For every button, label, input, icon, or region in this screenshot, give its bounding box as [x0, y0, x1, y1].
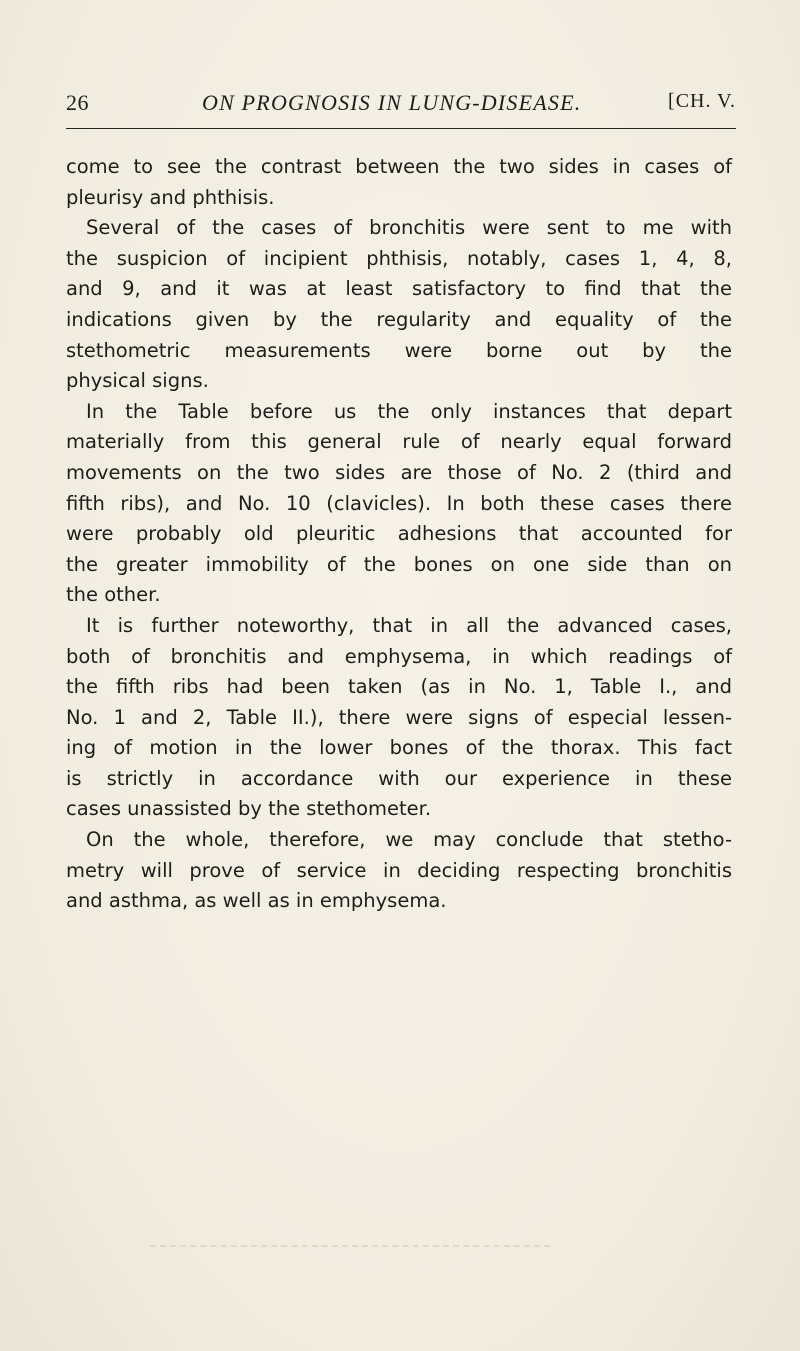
text-line: the greater immobility of the bones on one side than on — [66, 552, 732, 576]
paragraph-start-line: On the whole, therefore, we may conclude that stetho- — [86, 828, 732, 852]
text-line: and 9, and it was at least satisfactory to find that the — [66, 277, 732, 301]
chapter-reference: [CH. V. — [668, 90, 736, 112]
header-rule — [66, 128, 736, 129]
text-line: the suspicion of incipient phthisis, notably, cases 1, 4, 8, — [66, 246, 732, 270]
text-line: fifth ribs), and No. 10 (clavicles). In both these cases there — [66, 491, 732, 515]
text-line: were probably old pleuritic adhesions that accounted for — [66, 522, 732, 546]
text-line: ing of motion in the lower bones of the thorax. This fact — [66, 736, 732, 760]
text-line: movements on the two sides are those of No. 2 (third and — [66, 460, 732, 484]
page-number: 26 — [66, 90, 89, 115]
text-line: both of bronchitis and emphysema, in which readings of — [66, 644, 732, 668]
text-line: materially from this general rule of nearly equal forward — [66, 430, 732, 454]
paragraph-start-line: In the Table before us the only instances that depart — [86, 399, 732, 423]
paragraph-start-line: Several of the cases of bronchitis were sent to me with — [86, 216, 732, 240]
scan-artifact — [150, 1245, 550, 1247]
text-line: cases unassisted by the stethometer. — [66, 797, 432, 821]
text-line: the fifth ribs had been taken (as in No. 1, Table I., and — [66, 675, 732, 699]
text-line: metry will prove of service in deciding respecting bronchitis — [66, 858, 732, 882]
running-head — [66, 90, 736, 130]
text-line: is strictly in accordance with our experience in these — [66, 766, 732, 790]
text-line: pleurisy and phthisis. — [66, 185, 275, 209]
text-line: and asthma, as well as in emphysema. — [66, 889, 447, 913]
text-line: No. 1 and 2, Table II.), there were signs of especial lessen- — [66, 705, 732, 729]
running-title: ON PROGNOSIS IN LUNG-DISEASE. — [202, 90, 582, 115]
paragraph-start-line: It is further noteworthy, that in all the advanced cases, — [86, 613, 732, 637]
body-text — [66, 152, 732, 917]
text-line: stethometric measurements were borne out by the — [66, 338, 732, 362]
text-line: the other. — [66, 583, 161, 607]
text-line: indications given by the regularity and equality of the — [66, 307, 732, 331]
text-line: come to see the contrast between the two sides in cases of — [66, 155, 732, 178]
text-line: physical signs. — [66, 369, 209, 393]
